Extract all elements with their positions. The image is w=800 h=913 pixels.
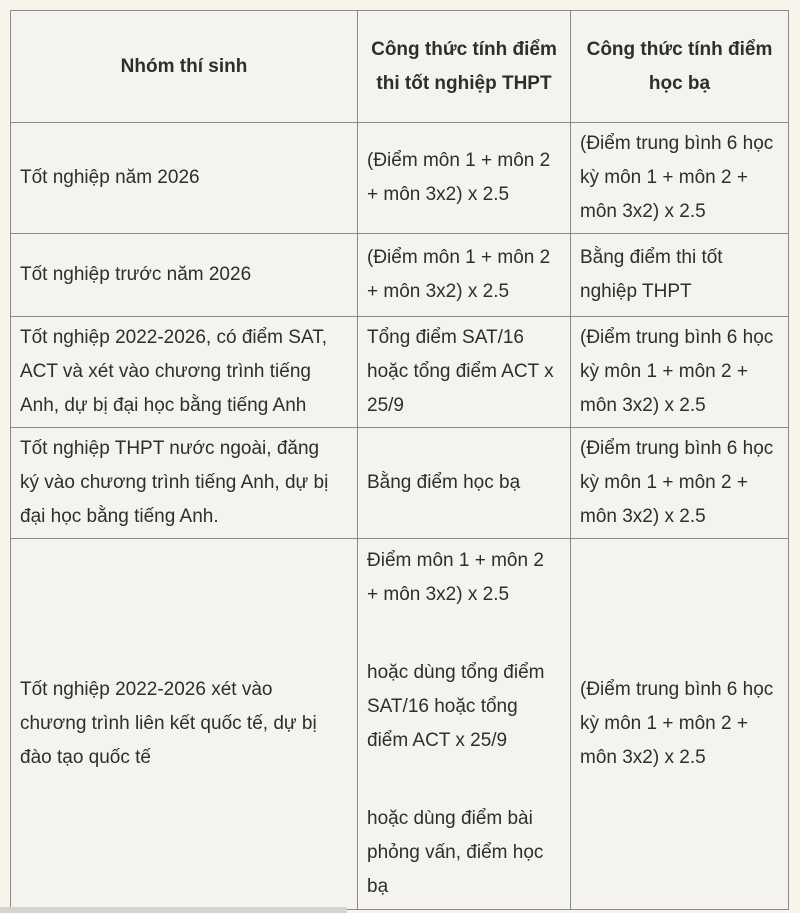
cell-exam-formula (358, 428, 571, 539)
formula-paragraph: Bằng điểm học bạ (367, 472, 521, 493)
cell-group: Tốt nghiệp 2022-2026 xét vào chương trình liên kết quốc tế, dự bị đào tạo quốc tế (11, 539, 358, 910)
header-cell-group: Nhóm thí sinh (11, 11, 358, 123)
cell-exam-formula (358, 539, 571, 910)
formula-paragraph: Điểm môn 1 + môn 2 + môn 3x2) x 2.5 (367, 550, 544, 605)
cell-transcript-formula: (Điểm trung bình 6 học kỳ môn 1 + môn 2 + môn 3x2) x 2.5 (571, 539, 789, 910)
cell-transcript-formula: Bằng điểm thi tốt nghiệp THPT (571, 234, 789, 317)
header-cell-transcript-formula: Công thức tính điểm học bạ (571, 11, 789, 123)
table-row (11, 123, 789, 234)
cell-exam-formula (358, 317, 571, 428)
cell-group: Tốt nghiệp THPT nước ngoài, đăng ký vào chương trình tiếng Anh, dự bị đại học bằng tiếng Anh. (11, 428, 358, 539)
table-row (11, 539, 789, 910)
cell-group: Tốt nghiệp 2022-2026, có điểm SAT, ACT và xét vào chương trình tiếng Anh, dự bị đại học bằng tiếng Anh (11, 317, 358, 428)
formula-paragraph: hoặc dùng điểm bài phỏng vấn, điểm học bạ (367, 808, 544, 897)
score-formula-table (10, 10, 789, 910)
formula-paragraph: Tổng điểm SAT/16 hoặc tổng điểm ACT x 25/9 (367, 327, 554, 416)
cell-exam-formula (358, 123, 571, 234)
formula-paragraph: hoặc dùng tổng điểm SAT/16 hoặc tổng điểm ACT x 25/9 (367, 662, 545, 751)
formula-paragraph: (Điểm môn 1 + môn 2 + môn 3x2) x 2.5 (367, 150, 551, 205)
table-row (11, 317, 789, 428)
cropped-element-edge (0, 907, 347, 913)
header-cell-exam-formula: Công thức tính điểm thi tốt nghiệp THPT (358, 11, 571, 123)
table-header-row (11, 11, 789, 123)
table-row (11, 234, 789, 317)
cell-group: Tốt nghiệp trước năm 2026 (11, 234, 358, 317)
cell-group: Tốt nghiệp năm 2026 (11, 123, 358, 234)
formula-paragraph: (Điểm môn 1 + môn 2 + môn 3x2) x 2.5 (367, 247, 551, 302)
cell-transcript-formula: (Điểm trung bình 6 học kỳ môn 1 + môn 2 + môn 3x2) x 2.5 (571, 317, 789, 428)
cell-transcript-formula: (Điểm trung bình 6 học kỳ môn 1 + môn 2 + môn 3x2) x 2.5 (571, 123, 789, 234)
cell-exam-formula (358, 234, 571, 317)
table-row (11, 428, 789, 539)
cell-transcript-formula: (Điểm trung bình 6 học kỳ môn 1 + môn 2 + môn 3x2) x 2.5 (571, 428, 789, 539)
